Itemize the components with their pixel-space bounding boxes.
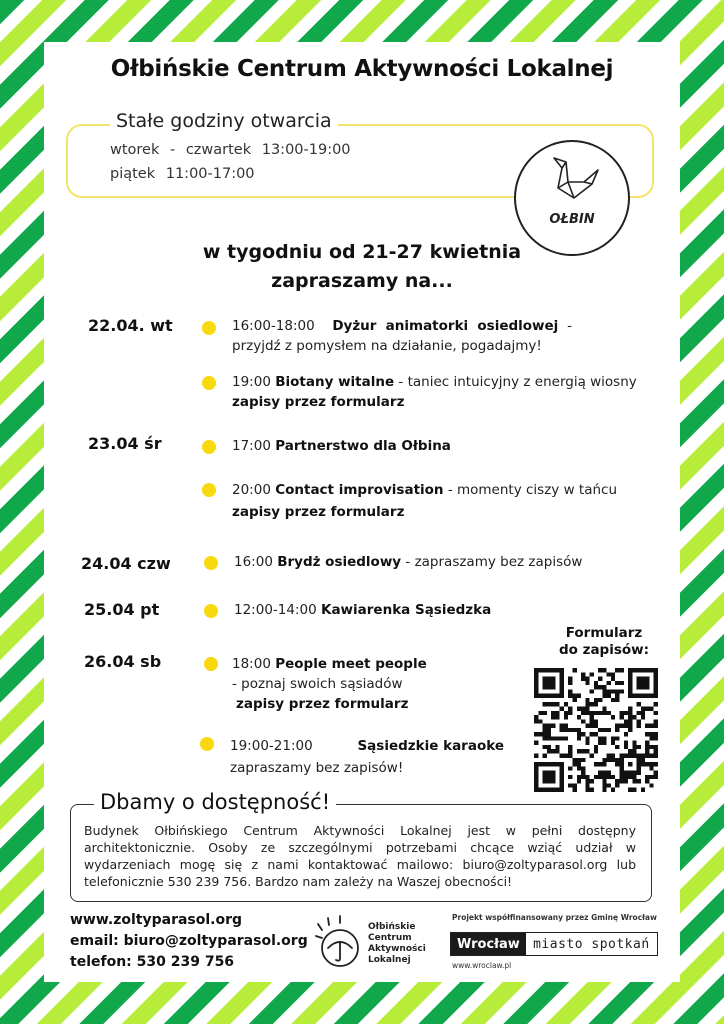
umbrella-icon [312,914,364,970]
event-time: 19:00 [232,374,271,390]
event-name: Dyżur animatorki osiedlowej [332,318,559,334]
opening-hours-title: Stałe godziny otwarcia [110,110,338,132]
event-time: 18:00 [232,656,271,672]
event-item [232,436,632,456]
week-heading-line2: zapraszamy na... [271,270,453,292]
opening-hours-friday: piątek 11:00-17:00 [110,166,255,182]
day-label: 23.04 śr [88,434,162,453]
event-bullet [202,376,216,390]
origami-swan-icon [544,154,600,206]
event-name: Partnerstwo dla Ołbina [275,438,451,454]
event-name: Contact improvisation [275,482,444,498]
website-link[interactable]: www.zoltyparasol.org [70,912,243,928]
event-item [234,600,534,620]
qr-title [544,625,664,659]
ocal-logo-text [368,922,426,966]
event-item [232,372,652,412]
accessibility-title: Dbamy o dostępność! [94,790,336,814]
day-label: 25.04 pt [84,600,160,619]
wroclaw-logo-slogan: miasto spotkań [533,936,650,952]
event-description: zapraszamy bez zapisów! [230,760,404,776]
event-bullet [204,556,218,570]
event-signup-note: zapisy przez formularz [232,394,405,410]
event-time: 17:00 [232,438,271,454]
event-description: - poznaj swoich sąsiadów [232,676,403,692]
event-name: Biotany witalne [275,374,395,390]
day-label: 24.04 czw [81,554,171,573]
day-label: 26.04 sb [84,652,162,671]
event-bullet [202,321,216,335]
week-heading-line1: w tygodniu od 21-27 kwietnia [202,241,522,263]
wroclaw-logo-name: Wrocław [451,933,526,955]
event-name: Kawiarenka Sąsiedzka [320,602,492,618]
olbin-logo-text: OŁBIN [549,212,595,227]
contact-block [70,910,308,973]
qr-title-line1: Formularz [565,625,643,641]
ocal-line: Centrum [368,933,412,943]
wroclaw-url[interactable]: www.wroclaw.pl [452,961,512,970]
event-item [234,552,634,572]
event-bullet [202,483,216,497]
event-item [232,316,572,356]
event-name: People meet people [275,656,427,672]
event-description: - taniec intuicyjny z energią wiosny [394,374,637,390]
email-link[interactable]: email: biuro@zoltyparasol.org [70,933,308,949]
event-bullet [202,440,216,454]
signup-qr-code[interactable] [534,668,658,792]
event-time: 20:00 [232,482,271,498]
event-time: 16:00 [234,554,273,570]
event-bullet [200,737,214,751]
event-description: przyjdź z pomysłem na działanie, pogadajmy! [232,338,542,354]
ocal-line: Lokalnej [368,955,411,965]
event-name: Brydż osiedlowy [277,554,402,570]
funding-note: Projekt współfinansowany przez Gminę Wrocław [452,913,657,922]
event-signup-note: zapisy przez formularz [236,696,409,712]
event-bullet [204,657,218,671]
event-signup-note: zapisy przez formularz [232,504,405,520]
page-title: Ołbińskie Centrum Aktywności Lokalnej [110,56,614,82]
phone-text: telefon: 530 239 756 [70,954,235,970]
ocal-line: Ołbińskie [368,922,416,932]
event-item [230,736,504,778]
event-bullet [204,604,218,618]
event-item [232,480,652,522]
event-separator: - [558,318,572,334]
event-time: 16:00-18:00 [232,318,315,334]
event-description: - zapraszamy bez zapisów [401,554,583,570]
day-label: 22.04. wt [88,316,173,335]
qr-title-line2: do zapisów: [558,642,650,658]
accessibility-text: Budynek Ołbińskiego Centrum Aktywności Lokalnej jest w pełni dostępny architektonicznie. Osoby ze szczególnymi potrzebami chcące wziąć udział w wydarzeniach mogę się z nami kontaktować mailowo: biuro@zoltyparasol.org lub telefonicznie 530 239 756. Bardzo nam zależy na Waszej obecności! [84,823,636,889]
event-time: 19:00-21:00 [230,738,313,754]
event-item [232,654,532,714]
week-heading [44,238,680,296]
event-time: 12:00-14:00 [234,602,317,618]
event-description: - momenty ciszy w tańcu [443,482,618,498]
wroclaw-logo [450,932,658,956]
opening-hours-weekdays: wtorek - czwartek 13:00-19:00 [110,142,351,158]
ocal-line: Aktywności [368,944,426,954]
poster-sheet [44,42,680,982]
event-name: Sąsiedzkie karaoke [357,738,504,754]
